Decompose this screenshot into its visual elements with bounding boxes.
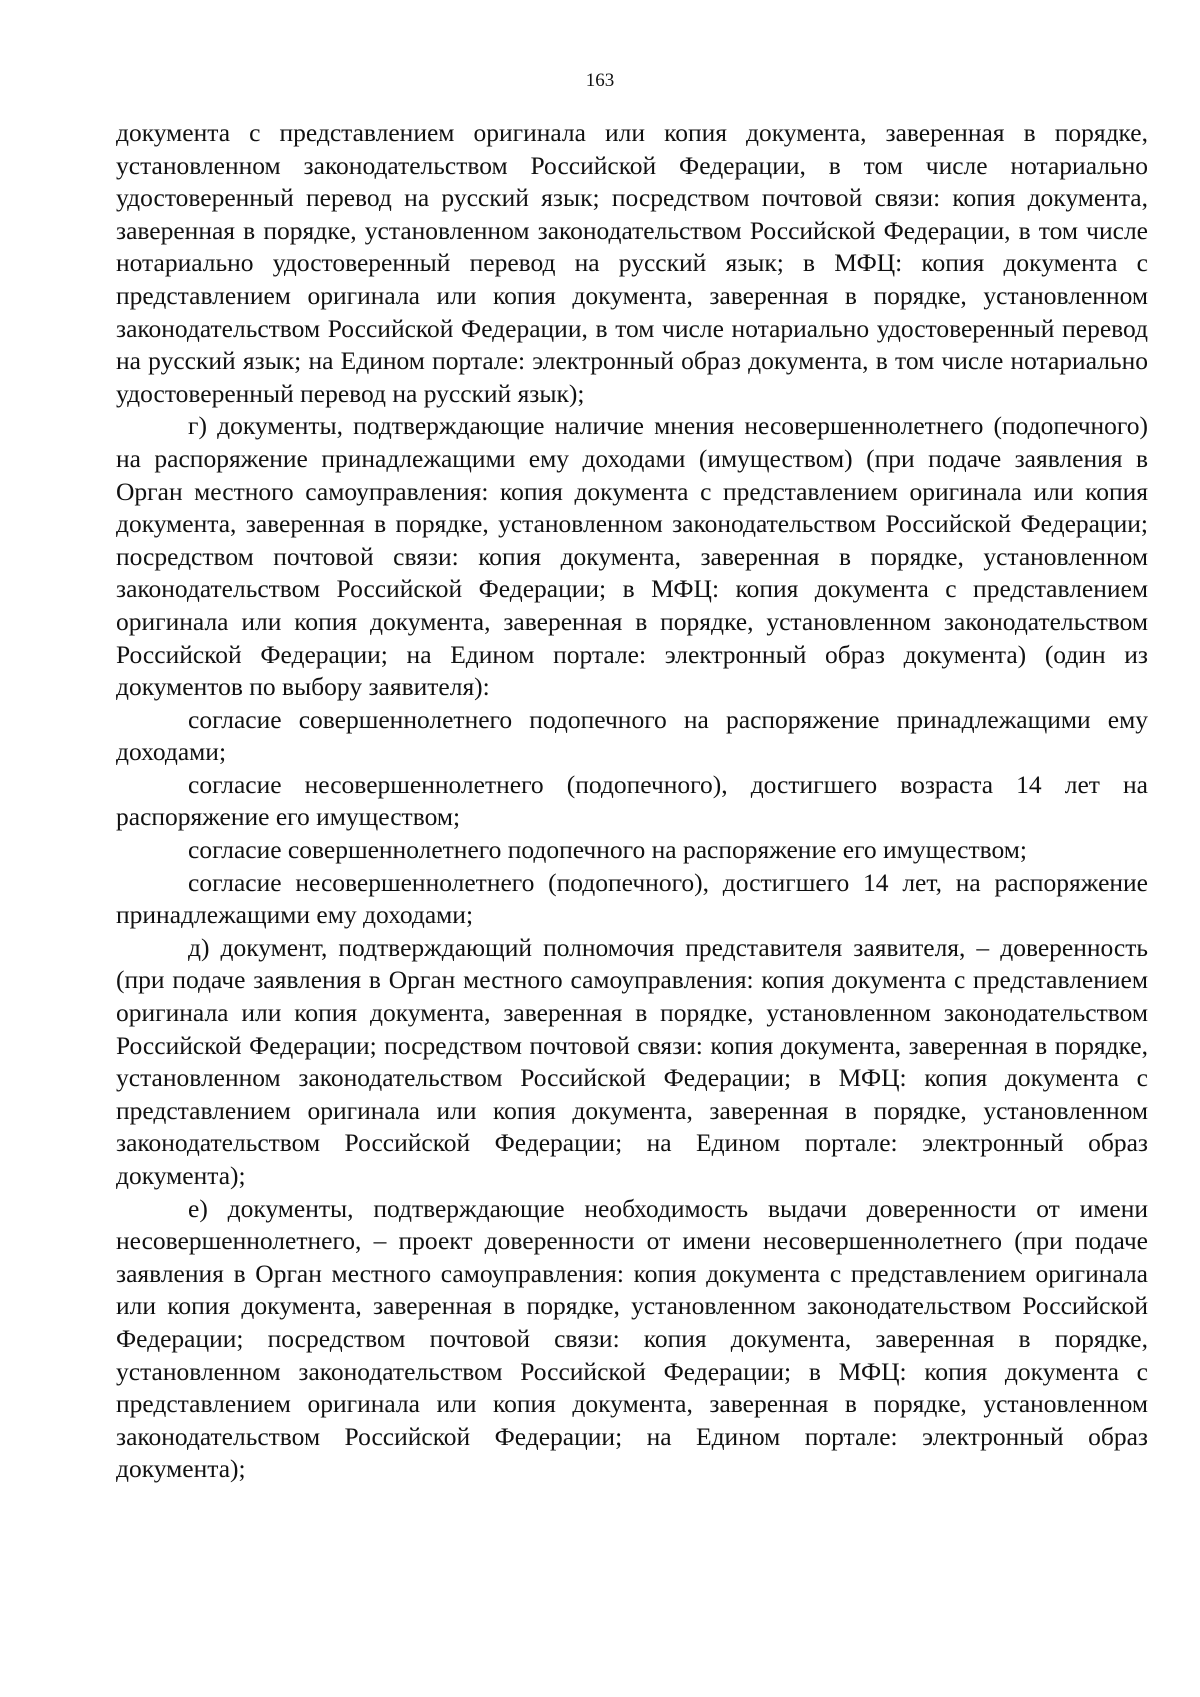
- paragraph-consent-adult-income: согласие совершеннолетнего подопечного на распоряжение принадлежащими ему доходами;: [116, 704, 1148, 767]
- paragraph-item-e: е) документы, подтверждающие необходимость выдачи доверенности от имени несовершеннолетнего, – проект доверенности от имени несовершеннолетнего (при подаче заявления в Орган местного самоуправления: копия документа с представлением оригинала или копия документа, заверенная в порядке, установленном законодательством Российской Федерации; посредством почтовой связи: копия документа, заверенная в порядке, установленном законодательством Российской Федерации; в МФЦ: копия документа с представлением оригинала или копия документа, заверенная в порядке, установленном законодательством Российской Федерации; на Едином портале: электронный образ документа);: [116, 1193, 1148, 1484]
- paragraph-item-d: д) документ, подтверждающий полномочия представителя заявителя, – доверенность (при подаче заявления в Орган местного самоуправления: копия документа с представлением оригинала или копия документа, заверенная в порядке, установленном законодательством Российской Федерации; посредством почтовой связи: копия документа, заверенная в порядке, установленном законодательством Российской Федерации; в МФЦ: копия документа с представлением оригинала или копия документа, заверенная в порядке, установленном законодательством Российской Федерации; на Едином портале: электронный образ документа);: [116, 932, 1148, 1190]
- document-body: [116, 117, 1148, 1486]
- paragraph-item-g: г) документы, подтверждающие наличие мнения несовершеннолетнего (подопечного) на распоряжение принадлежащими ему доходами (имуществом) (при подаче заявления в Орган местного самоуправления: копия документа с представлением оригинала или копия документа, заверенная в порядке, установленном законодательством Российской Федерации; посредством почтовой связи: копия документа, заверенная в порядке, установленном законодательством Российской Федерации; в МФЦ: копия документа с представлением оригинала или копия документа, заверенная в порядке, установленном законодательством Российской Федерации; на Едином портале: электронный образ документа) (один из документов по выбору заявителя):: [116, 411, 1148, 702]
- page-number: 163: [585, 70, 615, 91]
- paragraph-consent-minor-property: согласие несовершеннолетнего (подопечного), достигшего возраста 14 лет на распоряжение его имуществом;: [116, 769, 1148, 832]
- paragraph-consent-adult-property: согласие совершеннолетнего подопечного на распоряжение его имуществом;: [188, 835, 1027, 865]
- paragraph-continuation: документа с представлением оригинала или копия документа, заверенная в порядке, установленном законодательством Российской Федерации, в том числе нотариально удостоверенный перевод на русский язык; посредством почтовой связи: копия документа, заверенная в порядке, установленном законодательством Российской Федерации, в том числе нотариально удостоверенный перевод на русский язык; в МФЦ: копия документа с представлением оригинала или копия документа, заверенная в порядке, установленном законодательством Российской Федерации, в том числе нотариально удостоверенный перевод на русский язык; на Едином портале: электронный образ документа, в том числе нотариально удостоверенный перевод на русский язык);: [116, 118, 1148, 408]
- paragraph-consent-minor-income: согласие несовершеннолетнего (подопечного), достигшего 14 лет, на распоряжение принадлежащими ему доходами;: [116, 867, 1148, 930]
